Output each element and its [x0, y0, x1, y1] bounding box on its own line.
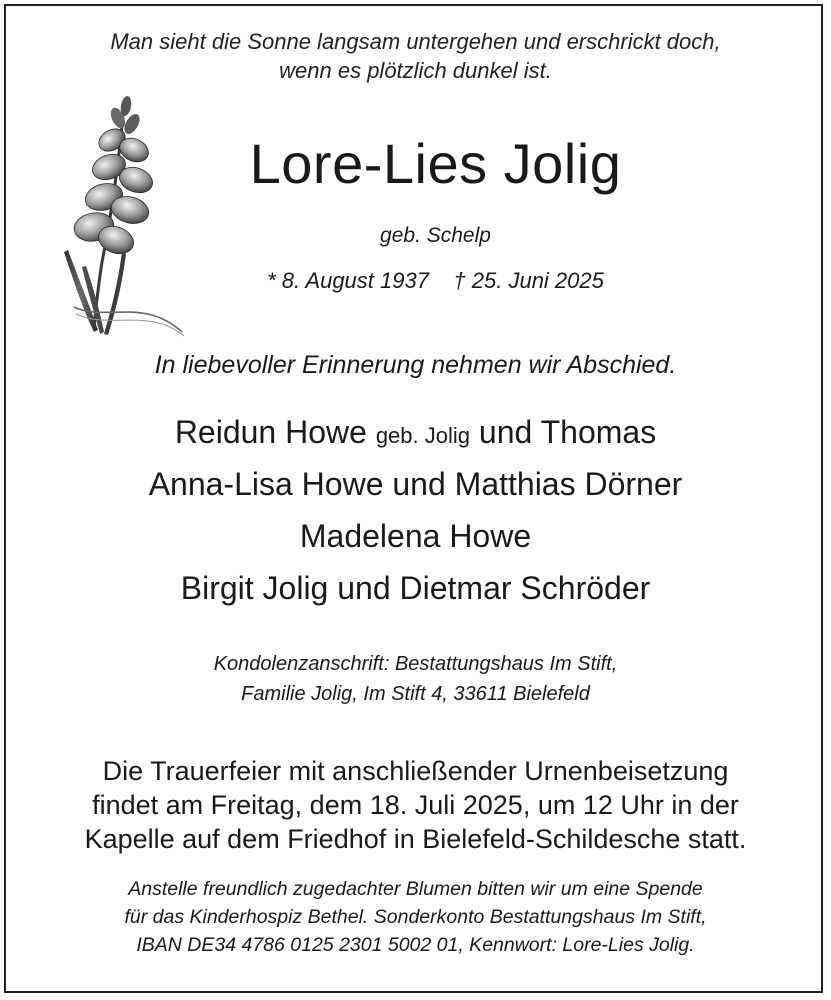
condolence-line-2: Familie Jolig, Im Stift 4, 33611 Bielefeld	[241, 683, 590, 705]
gladiolus-flower-icon	[54, 92, 189, 337]
ceremony-line-2: findet am Freitag, dem 18. Juli 2025, um 12 Uhr in der	[92, 790, 739, 820]
donation-line-1: Anstelle freundlich zugedachter Blumen bitten wir um eine Spende	[128, 878, 703, 900]
life-dates	[20, 266, 831, 296]
family-line-1	[0, 412, 831, 456]
death-date: † 25. Juni 2025	[453, 268, 604, 293]
birth-name: geb. Schelp	[380, 224, 491, 247]
deceased-name: Lore-Lies Jolig	[249, 132, 622, 195]
condolence-line-1: Kondolenzanschrift: Bestattungshaus Im Stift,	[213, 653, 618, 675]
ceremony-line-3: Kapelle auf dem Friedhof in Bielefeld-Schildesche statt.	[84, 824, 747, 854]
family-line-3: Madelena Howe	[299, 518, 532, 554]
family-birth-name: geb. Jolig	[375, 423, 470, 448]
quote-line-2: wenn es plötzlich dunkel ist.	[279, 58, 552, 83]
donation-line-2: für das Kinderhospiz Bethel. Sonderkonto Bestattungshaus Im Stift,	[124, 906, 707, 928]
birth-date: * 8. August 1937	[267, 268, 429, 293]
family-name-thomas: und Thomas	[478, 414, 657, 450]
family-name-reidun: Reidun Howe	[174, 414, 367, 450]
donation-line-3: IBAN DE34 4786 0125 2301 5002 01, Kennwort: Lore-Lies Jolig.	[136, 934, 695, 956]
farewell-text: In liebevoller Erinnerung nehmen wir Abschied.	[154, 351, 677, 379]
family-line-4: Birgit Jolig und Dietmar Schröder	[180, 570, 651, 606]
family-line-2: Anna-Lisa Howe und Matthias Dörner	[148, 466, 683, 502]
quote-line-1: Man sieht die Sonne langsam untergehen und erschrickt doch,	[110, 29, 721, 54]
ceremony-line-1: Die Trauerfeier mit anschließender Urnenbeisetzung	[102, 756, 729, 786]
